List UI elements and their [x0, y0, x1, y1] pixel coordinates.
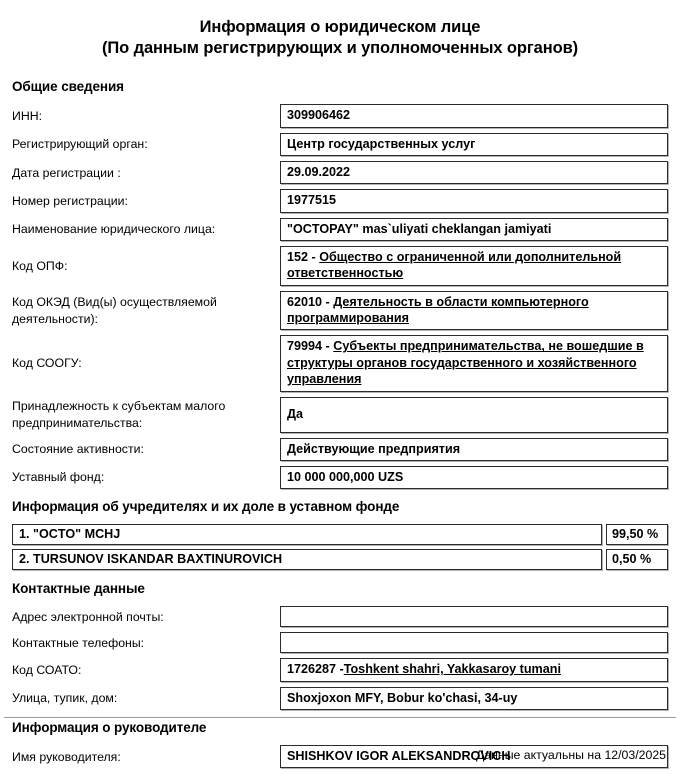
- field-row-soogu: [12, 335, 668, 391]
- section-heading-general: Общие сведения: [12, 79, 124, 95]
- founder-share: 99,50 %: [606, 524, 668, 545]
- document-title-line-1: Информация о юридическом лице: [199, 18, 481, 36]
- field-row-registration-date: [12, 161, 668, 184]
- table-row: [12, 549, 668, 570]
- label-soato: Код СОАТО:: [12, 662, 82, 677]
- value-registration-number: 1977515: [280, 189, 668, 212]
- field-row-registrar: [12, 133, 668, 156]
- label-oked: Код ОКЭД (Вид(ы) осуществляемой деятельности):: [12, 295, 217, 326]
- value-soogu-code: 79994 -: [287, 339, 334, 354]
- document-title: [12, 0, 668, 59]
- label-opf: Код ОПФ:: [12, 258, 68, 273]
- document-title-line-2: (По данным регистрирующих и уполномоченных органов): [101, 39, 579, 58]
- label-phones: Контактные телефоны:: [12, 635, 145, 650]
- label-director-name: Имя руководителя:: [12, 749, 121, 764]
- value-registrar: Центр государственных услуг: [280, 133, 668, 156]
- value-oked: [280, 291, 668, 331]
- field-row-activity-state: [12, 438, 668, 461]
- value-soogu: [280, 335, 668, 391]
- label-inn: ИНН:: [12, 108, 43, 123]
- field-row-charter-fund: [12, 466, 668, 489]
- value-registration-date: 29.09.2022: [280, 161, 668, 184]
- section-heading-director: Информация о руководителе: [12, 719, 207, 735]
- founder-name: 1. "OCTO" MCHJ: [12, 524, 602, 545]
- value-street: Shoxjoxon MFY, Bobur ko'chasi, 34-uy: [280, 687, 668, 710]
- field-row-registration-number: [12, 189, 668, 212]
- field-row-email: [12, 606, 668, 627]
- field-row-small-business: [12, 397, 668, 433]
- value-oked-code: 62010 -: [287, 294, 334, 309]
- value-soato-text: Toshkent shahri, Yakkasaroy tumani: [343, 662, 561, 677]
- value-opf-text: Общество с ограниченной или дополнительной ответственностью: [287, 250, 622, 281]
- value-soato: [280, 658, 668, 681]
- label-entity-name: Наименование юридического лица:: [12, 222, 216, 237]
- label-email: Адрес электронной почты:: [12, 609, 164, 624]
- value-email: [280, 606, 668, 627]
- value-opf-code: 152 -: [287, 250, 320, 265]
- value-entity-name: "OCTOPAY" mas`uliyati cheklangan jamiyati: [280, 218, 668, 241]
- label-soogu: Код СООГУ:: [12, 356, 82, 371]
- field-row-inn: [12, 104, 668, 127]
- general-fields: [12, 104, 668, 489]
- table-row: [12, 524, 668, 545]
- field-row-oked: [12, 291, 668, 331]
- founders-table: [12, 524, 668, 570]
- value-soato-code: 1726287 -: [287, 662, 344, 677]
- field-row-phones: [12, 632, 668, 653]
- data-actual-note: Данные актуальны на 12/03/2025: [475, 748, 666, 762]
- founder-name: 2. TURSUNOV ISKANDAR BAXTINUROVICH: [12, 549, 602, 570]
- founder-share: 0,50 %: [606, 549, 668, 570]
- label-registration-number: Номер регистрации:: [12, 193, 128, 208]
- value-oked-text: Деятельность в области компьютерного программирования: [287, 294, 589, 326]
- value-activity-state: Действующие предприятия: [280, 438, 668, 461]
- section-heading-contacts: Контактные данные: [12, 581, 145, 597]
- label-street: Улица, тупик, дом:: [12, 691, 118, 706]
- section-heading-founders: Информация об учредителях и их доле в уставном фонде: [12, 499, 400, 515]
- label-activity-state: Состояние активности:: [12, 442, 144, 457]
- label-charter-fund: Уставный фонд:: [12, 470, 105, 485]
- label-registrar: Регистрирующий орган:: [12, 137, 148, 152]
- value-inn: 309906462: [280, 104, 668, 127]
- field-row-opf: [12, 246, 668, 286]
- value-director-name: SHISHKOV IGOR ALEKSANDROVICH: [280, 745, 668, 768]
- value-opf: [280, 246, 668, 286]
- contact-fields: [12, 606, 668, 710]
- value-charter-fund: 10 000 000,000 UZS: [280, 466, 668, 489]
- field-row-entity-name: [12, 218, 668, 241]
- field-row-street: [12, 687, 668, 710]
- value-small-business: Да: [280, 397, 668, 433]
- value-phones: [280, 632, 668, 653]
- label-registration-date: Дата регистрации :: [12, 165, 121, 180]
- value-soogu-text: Субъекты предпринимательства, не вошедшие в структуры органов государственного и хозяйственного управления: [287, 339, 644, 387]
- field-row-soato: [12, 658, 668, 681]
- label-small-business: Принадлежность к субъектам малого предпринимательства:: [12, 399, 226, 430]
- footer-divider: [4, 717, 676, 718]
